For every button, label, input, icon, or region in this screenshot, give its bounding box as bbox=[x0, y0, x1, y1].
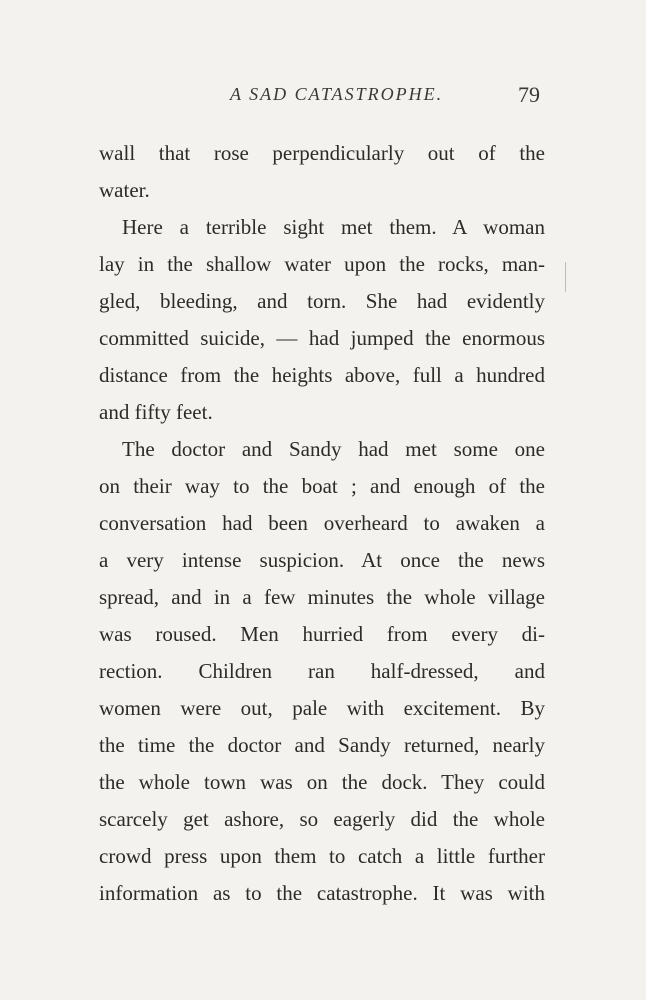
text-line: a very intense suspicion. At once the news bbox=[99, 548, 545, 572]
text-line: and fifty feet. bbox=[99, 400, 213, 424]
text-line: scarcely get ashore, so eagerly did the whole bbox=[99, 807, 545, 831]
text-line: crowd press upon them to catch a little further bbox=[99, 844, 545, 868]
page-header bbox=[0, 82, 646, 112]
body-text bbox=[99, 135, 545, 912]
text-line: on their way to the boat ; and enough of the bbox=[99, 474, 545, 498]
text-line: spread, and in a few minutes the whole village bbox=[99, 585, 545, 609]
text-line: distance from the heights above, full a hundred bbox=[99, 363, 545, 387]
text-line: the whole town was on the dock. They could bbox=[99, 770, 545, 794]
text-line: information as to the catastrophe. It was with bbox=[99, 881, 545, 905]
page-number: 79 bbox=[518, 82, 540, 107]
running-head: A SAD CATASTROPHE. bbox=[230, 84, 444, 104]
text-line: lay in the shallow water upon the rocks, man- bbox=[99, 252, 545, 276]
margin-mark bbox=[565, 262, 569, 292]
text-line: gled, bleeding, and torn. She had evidently bbox=[99, 289, 545, 313]
text-line: committed suicide, — had jumped the enormous bbox=[99, 326, 545, 350]
text-line: women were out, pale with excitement. By bbox=[99, 696, 545, 720]
paragraph-first-line: Here a terrible sight met them. A woman bbox=[122, 215, 545, 239]
text-line: the time the doctor and Sandy returned, nearly bbox=[99, 733, 545, 757]
text-line: conversation had been overheard to awaken a bbox=[99, 511, 545, 535]
text-line: rection. Children ran half-dressed, and bbox=[99, 659, 545, 683]
paragraph-first-line: The doctor and Sandy had met some one bbox=[122, 437, 545, 461]
text-line: water. bbox=[99, 178, 150, 202]
text-line: wall that rose perpendicularly out of the bbox=[99, 141, 545, 165]
text-line: was roused. Men hurried from every di- bbox=[99, 622, 545, 646]
